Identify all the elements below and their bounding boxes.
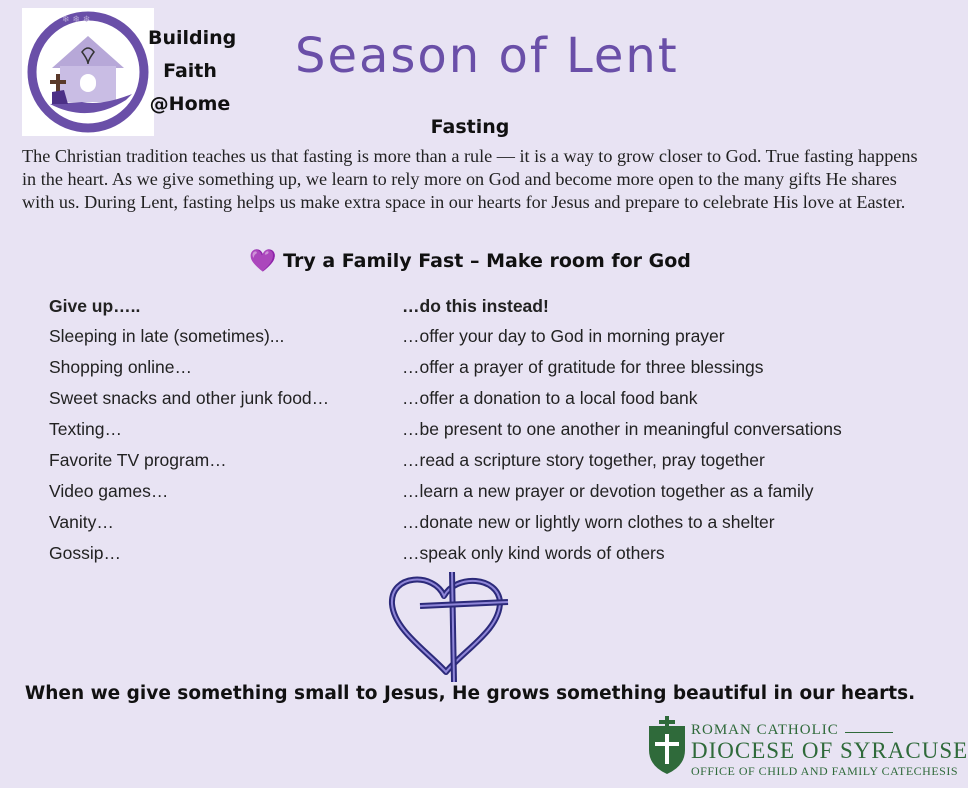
diocese-logo — [645, 712, 968, 784]
diocese-line-2: DIOCESE OF SYRACUSE — [691, 738, 968, 763]
purple-heart-icon: 💜 — [249, 249, 277, 274]
logo-text — [148, 22, 248, 121]
give-up-item: Gossip… — [49, 543, 121, 563]
logo-line: @Home — [149, 93, 231, 115]
diocese-line-1: ROMAN CATHOLIC — [691, 722, 839, 738]
family-fast-heading-text: Try a Family Fast – Make room for God — [283, 250, 691, 272]
do-instead-item: …learn a new prayer or devotion together as a family — [402, 481, 814, 501]
give-up-item: Favorite TV program… — [49, 450, 227, 470]
do-instead-item: …be present to one another in meaningful conversations — [402, 419, 842, 439]
do-instead-item: …read a scripture story together, pray together — [402, 450, 765, 470]
fasting-heading: Fasting — [430, 116, 510, 138]
column-header-do: …do this instead! — [402, 296, 549, 316]
give-up-item: Vanity… — [49, 512, 114, 532]
do-instead-item: …offer your day to God in morning prayer — [402, 326, 725, 346]
page-title: Season of Lent — [295, 28, 679, 84]
column-header-give: Give up….. — [49, 296, 141, 316]
give-up-item: Shopping online… — [49, 357, 193, 377]
diocese-rule — [845, 732, 893, 733]
logo-line: Building — [148, 27, 237, 49]
logo-line: Faith — [163, 60, 217, 82]
give-up-item: Sleeping in late (sometimes)... — [49, 326, 285, 346]
closing-message: When we give something small to Jesus, He grows something beautiful in our hearts. — [24, 683, 916, 704]
svg-text:❄ ❄ ❄: ❄ ❄ ❄ — [62, 15, 91, 25]
fasting-paragraph: The Christian tradition teaches us that fasting is more than a rule — it is a way to grow closer to God. True fasting happens in the heart. As we give something up, we learn to rely more on God and become more open to the many gifts He shares with us. During Lent, fasting helps us make extra space in our hearts for Jesus and prepare to celebrate His love at Easter. — [22, 146, 918, 212]
diocese-line-3: OFFICE OF CHILD AND FAMILY CATECHESIS — [691, 764, 958, 778]
give-up-item: Texting… — [49, 419, 122, 439]
do-instead-item: …donate new or lightly worn clothes to a shelter — [402, 512, 775, 532]
diocese-crest-icon — [645, 716, 689, 776]
give-up-item: Sweet snacks and other junk food… — [49, 388, 330, 408]
do-instead-item: …speak only kind words of others — [402, 543, 665, 563]
do-instead-item: …offer a prayer of gratitude for three blessings — [402, 357, 764, 377]
heart-cross-icon — [382, 568, 514, 686]
give-up-item: Video games… — [49, 481, 169, 501]
do-instead-item: …offer a donation to a local food bank — [402, 388, 698, 408]
family-fast-heading — [0, 249, 940, 274]
